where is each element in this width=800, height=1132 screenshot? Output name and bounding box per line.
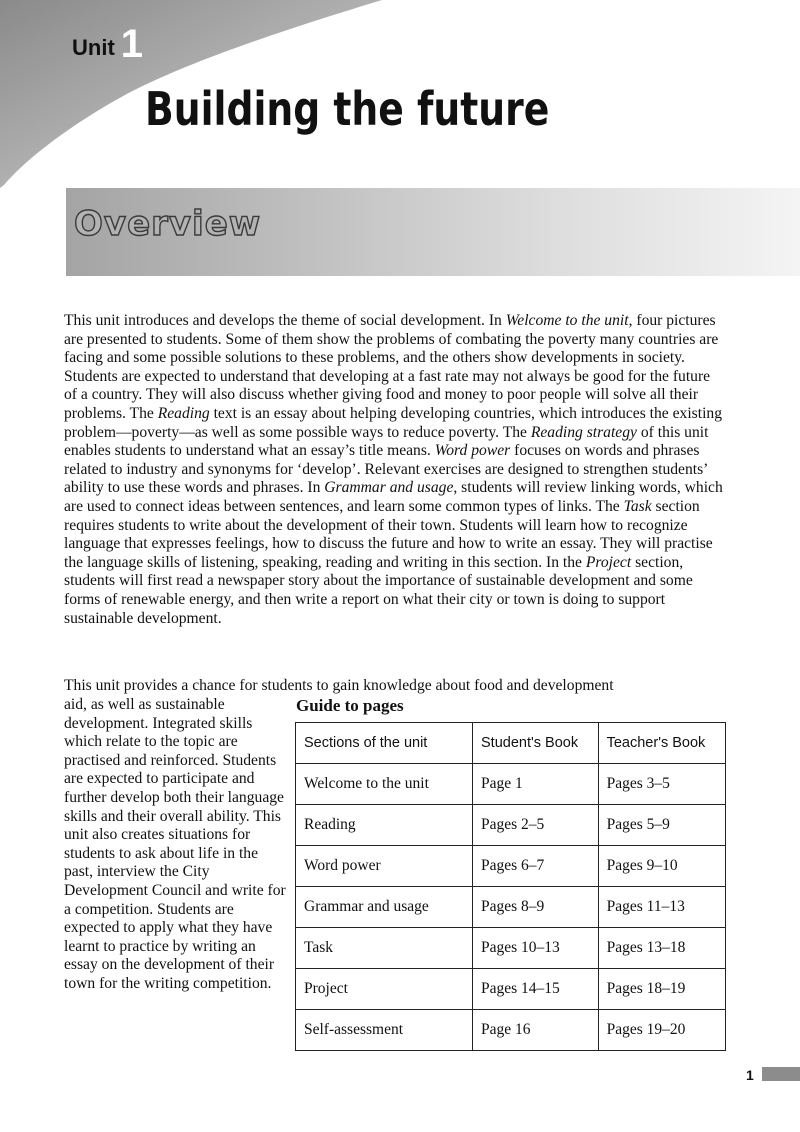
intro-text: section requires students to write about the development of their town. Students will learn how to recognize language that expresses feelings, how to discuss the future and how to write an essay. They will practise the language skills of listening, speaking, reading and writing in this section. In the [64, 497, 713, 571]
unit-label [72, 20, 143, 65]
students-book-cell: Page 1 [473, 764, 599, 805]
intro-italic-term: Reading [157, 404, 210, 422]
table-row [296, 764, 726, 805]
guide-header-row [296, 723, 726, 764]
intro-italic-term: Project [585, 553, 632, 571]
intro-italic-term: Task [623, 497, 652, 515]
second-paragraph-first-line: This unit provides a chance for students to gain knowledge about food and development [64, 677, 614, 694]
table-row [296, 887, 726, 928]
table-row [296, 846, 726, 887]
students-book-cell: Pages 8–9 [473, 887, 599, 928]
intro-italic-term: Welcome to the unit [505, 312, 629, 329]
guide-table [295, 722, 726, 1051]
overview-heading: Overview [74, 204, 262, 244]
section-cell: Project [296, 969, 473, 1010]
teachers-book-cell: Pages 9–10 [598, 846, 725, 887]
unit-word: Unit [72, 35, 115, 60]
teachers-book-cell: Pages 5–9 [598, 805, 725, 846]
intro-paragraph [64, 312, 724, 628]
intro-text: section, students will first read a newspaper story about the importance of sustainable development and some forms of renewable energy, and then write a report on what their city or town is doing to support sustainable development. [64, 553, 693, 627]
teachers-book-cell: Pages 3–5 [598, 764, 725, 805]
column-header-sections: Sections of the unit [296, 723, 473, 764]
intro-italic-term: Word power [434, 442, 511, 460]
students-book-cell: Pages 10–13 [473, 928, 599, 969]
students-book-cell: Pages 6–7 [473, 846, 599, 887]
intro-text: text is an essay about helping developing countries, which introduces the existing problem—poverty—as well as some possible ways to reduce poverty. The [64, 404, 722, 441]
intro-text: focuses on words and phrases related to industry and synonyms for ‘develop’. Relevant exercises are designed to strengthen students’ ability to use these words and phrases. In [64, 442, 708, 497]
students-book-cell: Page 16 [473, 1010, 599, 1051]
column-header-students-book: Student's Book [473, 723, 599, 764]
students-book-cell: Pages 2–5 [473, 805, 599, 846]
section-cell: Welcome to the unit [296, 764, 473, 805]
section-cell: Self-assessment [296, 1010, 473, 1051]
section-cell: Word power [296, 846, 473, 887]
guide-title: Guide to pages [296, 696, 404, 715]
table-row [296, 1010, 726, 1051]
overview-banner [66, 188, 800, 276]
intro-italic-term: Reading strategy [530, 423, 637, 441]
students-book-cell: Pages 14–15 [473, 969, 599, 1010]
section-cell: Reading [296, 805, 473, 846]
table-row [296, 805, 726, 846]
table-row [296, 969, 726, 1010]
intro-text: , students will review linking words, which are used to connect ideas between sentences, and learn some common types of links. The [64, 479, 723, 515]
unit-number: 1 [120, 22, 144, 66]
page-title: Building the future [145, 82, 550, 136]
page-number-bar [762, 1067, 800, 1081]
column-header-teachers-book: Teacher's Book [598, 723, 725, 764]
teachers-book-cell: Pages 19–20 [598, 1010, 725, 1051]
intro-italic-term: Grammar and usage [324, 479, 454, 497]
section-cell: Task [296, 928, 473, 969]
teachers-book-cell: Pages 11–13 [598, 887, 725, 928]
table-row [296, 928, 726, 969]
section-cell: Grammar and usage [296, 887, 473, 928]
intro-text: of this unit enables students to understand what an essay’s title means. [64, 423, 709, 460]
second-paragraph-continued: aid, as well as sustainable development. Integrated skills which relate to the topic are practised and reinforced. Students are expected to participate and further develop both their language skills and their overall ability. This unit also creates situations for students to ask about life in the past, interview the City Development Council and write for a competition. Students are expected to apply what they have learnt to practice by writing an essay on the development of their town for the writing competition. [64, 696, 286, 992]
teachers-book-cell: Pages 18–19 [598, 969, 725, 1010]
teachers-book-cell: Pages 13–18 [598, 928, 725, 969]
intro-text: This unit introduces and develops the theme of social development. In [64, 312, 506, 329]
intro-text: , four pictures are presented to students. Some of them show the problems of combating the poverty many countries are facing and some possible solutions to these problems, and the others show developments in society. Students are expected to understand that developing at a fast rate may not always be good for the future of a country. They will also discuss whether giving food and money to poor people will solve all their problems. The [64, 312, 719, 422]
page-number: 1 [746, 1067, 754, 1083]
